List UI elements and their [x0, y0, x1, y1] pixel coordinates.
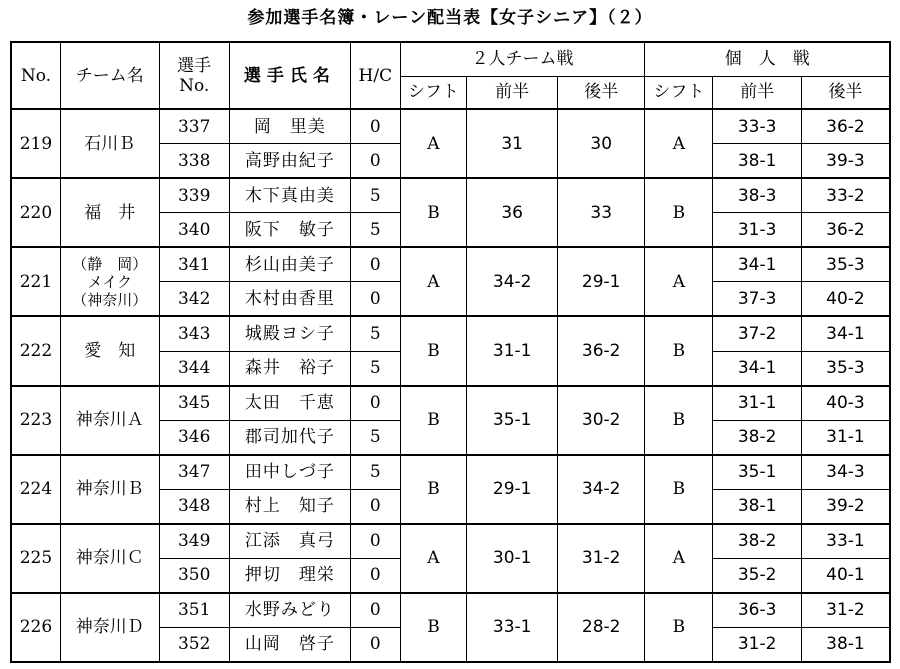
singles-second-lane: 38-1 — [801, 627, 890, 662]
player-number: 337 — [159, 109, 229, 144]
header-singles: 個 人 戦 — [645, 42, 890, 76]
header-player-no-line2: No. — [179, 75, 210, 96]
team-name — [60, 316, 159, 385]
player-name: 江添 真弓 — [229, 524, 350, 559]
doubles-second-lane: 31-2 — [557, 524, 645, 593]
doubles-shift: A — [400, 247, 467, 316]
doubles-first-lane: 35-1 — [467, 386, 558, 455]
team-name-line: （静 岡） — [72, 254, 148, 273]
doubles-shift: B — [400, 386, 467, 455]
header-player-no — [159, 42, 229, 109]
singles-first-lane: 31-2 — [713, 627, 802, 662]
player-number: 341 — [159, 247, 229, 282]
singles-second-lane: 33-1 — [801, 524, 890, 559]
header-singles-second: 後半 — [801, 76, 890, 109]
document-title: 参加選手名簿・レーン配当表【女子シニア】（２） — [247, 8, 653, 28]
team-name — [60, 178, 159, 247]
doubles-second-lane: 33 — [557, 178, 645, 247]
singles-shift: B — [645, 455, 713, 524]
player-name: 山岡 啓子 — [229, 627, 350, 662]
team-name — [60, 593, 159, 662]
player-name: 高野由紀子 — [229, 144, 350, 179]
header-hc: H/C — [351, 42, 400, 109]
doubles-shift: A — [400, 524, 467, 593]
handicap: 0 — [351, 109, 400, 144]
singles-shift: B — [645, 316, 713, 385]
player-name: 木下真由美 — [229, 178, 350, 213]
player-name: 水野みどり — [229, 593, 350, 628]
singles-second-lane: 31-1 — [801, 420, 890, 455]
handicap: 0 — [351, 386, 400, 421]
player-number: 342 — [159, 282, 229, 317]
doubles-shift: B — [400, 593, 467, 662]
handicap: 5 — [351, 351, 400, 386]
handicap: 0 — [351, 282, 400, 317]
header-singles-first: 前半 — [713, 76, 802, 109]
player-number: 352 — [159, 627, 229, 662]
singles-first-lane: 38-1 — [713, 489, 802, 524]
doubles-second-lane: 29-1 — [557, 247, 645, 316]
player-name: 村上 知子 — [229, 489, 350, 524]
header-team: チーム名 — [60, 42, 159, 109]
team-name-line: メイク — [87, 272, 132, 291]
doubles-shift: B — [400, 455, 467, 524]
team-name — [60, 455, 159, 524]
doubles-first-lane: 31-1 — [467, 316, 558, 385]
team-no: 225 — [11, 524, 60, 593]
singles-first-lane: 34-1 — [713, 247, 802, 282]
singles-first-lane: 38-3 — [713, 178, 802, 213]
team-name-line: 福 井 — [84, 202, 136, 223]
player-number: 343 — [159, 316, 229, 351]
roster-table — [10, 41, 891, 663]
handicap: 5 — [351, 455, 400, 490]
player-number: 347 — [159, 455, 229, 490]
team-name-line: 石川Ｂ — [84, 133, 136, 154]
doubles-shift: B — [400, 316, 467, 385]
doubles-first-lane: 36 — [467, 178, 558, 247]
handicap: 0 — [351, 593, 400, 628]
singles-shift: B — [645, 178, 713, 247]
singles-second-lane: 39-3 — [801, 144, 890, 179]
singles-shift: A — [645, 109, 713, 178]
singles-second-lane: 34-3 — [801, 455, 890, 490]
singles-second-lane: 36-2 — [801, 213, 890, 248]
doubles-second-lane: 34-2 — [557, 455, 645, 524]
player-name: 阪下 敏子 — [229, 213, 350, 248]
doubles-first-lane: 33-1 — [467, 593, 558, 662]
handicap: 5 — [351, 316, 400, 351]
player-row — [11, 386, 890, 421]
singles-second-lane: 31-2 — [801, 593, 890, 628]
doubles-first-lane: 34-2 — [467, 247, 558, 316]
singles-first-lane: 38-1 — [713, 144, 802, 179]
header-no: No. — [11, 42, 60, 109]
header-singles-shift: シフト — [645, 76, 713, 109]
handicap: 5 — [351, 178, 400, 213]
player-number: 339 — [159, 178, 229, 213]
handicap: 0 — [351, 558, 400, 593]
player-number: 351 — [159, 593, 229, 628]
singles-first-lane: 34-1 — [713, 351, 802, 386]
player-number: 340 — [159, 213, 229, 248]
player-row — [11, 247, 890, 282]
singles-first-lane: 35-1 — [713, 455, 802, 490]
player-name: 岡 里美 — [229, 109, 350, 144]
singles-first-lane: 37-2 — [713, 316, 802, 351]
singles-second-lane: 39-2 — [801, 489, 890, 524]
team-name — [60, 247, 159, 316]
player-name: 木村由香里 — [229, 282, 350, 317]
player-name: 押切 理栄 — [229, 558, 350, 593]
player-number: 338 — [159, 144, 229, 179]
singles-second-lane: 34-1 — [801, 316, 890, 351]
player-name: 城殿ヨシ子 — [229, 316, 350, 351]
doubles-second-lane: 30 — [557, 109, 645, 178]
singles-first-lane: 31-3 — [713, 213, 802, 248]
team-name-line: 神奈川Ｄ — [75, 617, 144, 638]
singles-shift: B — [645, 593, 713, 662]
header-player-name: 選手氏名 — [229, 42, 350, 109]
singles-second-lane: 40-2 — [801, 282, 890, 317]
singles-second-lane: 35-3 — [801, 351, 890, 386]
header-player-no-line1: 選手 — [177, 55, 212, 76]
team-no: 226 — [11, 593, 60, 662]
singles-shift: B — [645, 386, 713, 455]
player-row — [11, 178, 890, 213]
handicap: 0 — [351, 144, 400, 179]
singles-second-lane: 33-2 — [801, 178, 890, 213]
team-name-line: 神奈川Ｃ — [75, 548, 144, 569]
handicap: 5 — [351, 213, 400, 248]
player-number: 346 — [159, 420, 229, 455]
team-name-line: 神奈川Ｂ — [75, 479, 144, 500]
handicap: 0 — [351, 489, 400, 524]
player-name: 森井 裕子 — [229, 351, 350, 386]
player-row — [11, 316, 890, 351]
header-doubles-shift: シフト — [400, 76, 467, 109]
team-name-line: （神奈川） — [72, 290, 148, 309]
doubles-first-lane: 31 — [467, 109, 558, 178]
team-no: 224 — [11, 455, 60, 524]
team-no: 221 — [11, 247, 60, 316]
singles-second-lane: 40-1 — [801, 558, 890, 593]
singles-first-lane: 35-2 — [713, 558, 802, 593]
doubles-second-lane: 28-2 — [557, 593, 645, 662]
handicap: 5 — [351, 420, 400, 455]
singles-second-lane: 36-2 — [801, 109, 890, 144]
singles-shift: A — [645, 247, 713, 316]
doubles-first-lane: 30-1 — [467, 524, 558, 593]
player-name: 杉山由美子 — [229, 247, 350, 282]
team-no: 219 — [11, 109, 60, 178]
doubles-second-lane: 36-2 — [557, 316, 645, 385]
player-row — [11, 524, 890, 559]
player-number: 348 — [159, 489, 229, 524]
player-row — [11, 109, 890, 144]
team-no: 223 — [11, 386, 60, 455]
singles-first-lane: 37-3 — [713, 282, 802, 317]
team-no: 220 — [11, 178, 60, 247]
header-doubles: ２人チーム戦 — [400, 42, 645, 76]
player-name: 太田 千恵 — [229, 386, 350, 421]
header-doubles-second: 後半 — [557, 76, 645, 109]
doubles-shift: A — [400, 109, 467, 178]
team-no: 222 — [11, 316, 60, 385]
header-doubles-first: 前半 — [467, 76, 558, 109]
player-number: 350 — [159, 558, 229, 593]
doubles-first-lane: 29-1 — [467, 455, 558, 524]
handicap: 0 — [351, 627, 400, 662]
team-name — [60, 524, 159, 593]
doubles-shift: B — [400, 178, 467, 247]
singles-shift: A — [645, 524, 713, 593]
singles-second-lane: 35-3 — [801, 247, 890, 282]
player-number: 344 — [159, 351, 229, 386]
singles-first-lane: 33-3 — [713, 109, 802, 144]
player-name: 郡司加代子 — [229, 420, 350, 455]
handicap: 0 — [351, 524, 400, 559]
player-number: 349 — [159, 524, 229, 559]
player-row — [11, 455, 890, 490]
roster-body — [11, 42, 890, 662]
singles-second-lane: 40-3 — [801, 386, 890, 421]
team-name-line: 愛 知 — [84, 341, 136, 361]
player-name: 田中しづ子 — [229, 455, 350, 490]
singles-first-lane: 38-2 — [713, 420, 802, 455]
team-name — [60, 109, 159, 178]
header-row-1 — [11, 42, 890, 76]
singles-first-lane: 31-1 — [713, 386, 802, 421]
singles-first-lane: 38-2 — [713, 524, 802, 559]
handicap: 0 — [351, 247, 400, 282]
team-name — [60, 386, 159, 455]
team-name-line: 神奈川Ａ — [75, 410, 144, 431]
singles-first-lane: 36-3 — [713, 593, 802, 628]
doubles-second-lane: 30-2 — [557, 386, 645, 455]
player-row — [11, 593, 890, 628]
player-number: 345 — [159, 386, 229, 421]
